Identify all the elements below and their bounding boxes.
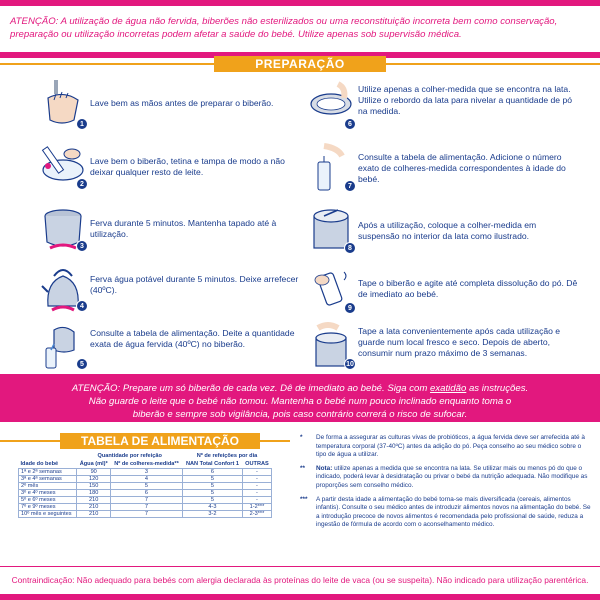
- step-4: [40, 262, 310, 316]
- table-group-portion: Quantidade por refeição: [97, 453, 162, 459]
- step-5: [40, 320, 310, 374]
- cell-nan: 5: [183, 476, 243, 483]
- cell-scoops: 5: [110, 483, 182, 490]
- cell-water: 90: [77, 469, 111, 476]
- top-warning-text: ATENÇÃO: A utilização de água não fervida, biberões não esterilizados ou uma reconstituição incorreta bem como conservação, preparação ou utilização incorretas podem afetar a saúde do bebé. Utilize apenas sob supervisão médica.: [10, 16, 558, 40]
- step-8-text: Após a utilização, coloque a colher-medida em suspensão no interior da lata como ilustrado.: [358, 220, 537, 241]
- preparation-header: [0, 56, 600, 72]
- step-4-number: 4: [76, 300, 88, 312]
- middle-warning-line-1: [0, 382, 600, 395]
- cell-scoops: 3: [110, 469, 182, 476]
- step-3: [40, 202, 310, 256]
- cell-age: 10º mês e seguintes: [19, 511, 77, 518]
- step-8: [308, 204, 588, 258]
- table-row: [19, 483, 272, 490]
- cell-water: 210: [77, 511, 111, 518]
- col-nan: NAN Total Confort 1: [183, 460, 243, 469]
- top-warning: [0, 0, 600, 54]
- table-row: [19, 490, 272, 497]
- step-7-text: Consulte a tabela de alimentação. Adicione o número exato de colheres-medida correspondentes à idade do bebé.: [358, 152, 566, 184]
- cell-scoops: 7: [110, 511, 182, 518]
- notes-section: [300, 434, 592, 535]
- note-2: [300, 465, 592, 491]
- step-1: [40, 80, 310, 134]
- cell-age: 1ª e 2ª semanas: [19, 469, 77, 476]
- cell-scoops: 4: [110, 476, 182, 483]
- cell-age: 2º mês: [19, 483, 77, 490]
- cell-age: 3ª e 4ª semanas: [19, 476, 77, 483]
- table-row: [19, 511, 272, 518]
- cell-nan: 5: [183, 483, 243, 490]
- cell-other: -: [242, 483, 271, 490]
- middle-warning-line-3: biberão e sempre sob vigilância, pois caso contrário correrá o risco de sufocar.: [132, 409, 468, 420]
- step-5-number: 5: [76, 358, 88, 370]
- step-2: [40, 140, 310, 194]
- step-8-number: 8: [344, 242, 356, 254]
- step-7-number: 7: [344, 180, 356, 192]
- step-6-text: Utilize apenas a colher-medida que se encontra na lata. Utilize o rebordo da lata para nivelar a quantidade de pó na medida.: [358, 84, 573, 116]
- note-1: [300, 434, 592, 460]
- cell-other: -: [242, 469, 271, 476]
- step-10-text: Tape a lata convenientemente após cada utilização e guarde num local fresco e seco. Depois de aberto, consumir num prazo máximo de 3 semanas.: [358, 326, 561, 358]
- cell-water: 120: [77, 476, 111, 483]
- cell-nan: 3-2: [183, 511, 243, 518]
- step-3-text: Ferva durante 5 minutos. Mantenha tapado até à utilização.: [90, 218, 277, 239]
- cell-age: 5º e 6º meses: [19, 497, 77, 504]
- feeding-table: [18, 452, 272, 518]
- col-scoops: Nº de colheres-medida**: [110, 460, 182, 469]
- cell-nan: 4-3: [183, 504, 243, 511]
- middle-warning-line-1a: ATENÇÃO: Prepare um só biberão de cada vez. Dê de imediato ao bebé. Siga com: [71, 383, 431, 394]
- middle-warning-underlined: exatidão: [430, 383, 467, 394]
- middle-warning-line-2: Não guarde o leite que o bebé não tomou. Mantenha o bebé num pouco inclinado enquanto toma o: [88, 396, 512, 407]
- table-row: [19, 476, 272, 483]
- cell-other: 2-3***: [242, 511, 271, 518]
- cell-other: -: [242, 497, 271, 504]
- step-2-text: Lave bem o biberão, tetina e tampa de modo a não deixar qualquer resto de leite.: [90, 156, 285, 177]
- step-6: [308, 80, 588, 134]
- middle-warning-line-1b: as instruções.: [466, 383, 529, 394]
- step-9-number: 9: [344, 302, 356, 314]
- contraindication-footer: [0, 566, 600, 600]
- cell-other: -: [242, 490, 271, 497]
- step-3-number: 3: [76, 240, 88, 252]
- step-10: [308, 320, 588, 374]
- col-water: Água (ml)*: [77, 460, 111, 469]
- cell-other: -: [242, 476, 271, 483]
- note-3-text: A partir desta idade a alimentação do bebé torna-se mais diversificada (cereais, alimentos infantis). Consulte o seu médico antes de introduzir alimentos novos na alimentação do bebé. Se a introdução precoce de novos alimentos é recomendada pelo profissional de saúde, reduza a ingestão de fórmula de acordo com o aconselhamento médico.: [316, 495, 591, 529]
- cell-nan: 6: [183, 469, 243, 476]
- note-2-mark: **: [300, 464, 305, 472]
- table-group-meals: Nº de refeições por dia: [196, 453, 258, 459]
- middle-warning: [0, 374, 600, 422]
- table-row: [19, 497, 272, 504]
- col-age: Idade do bebé: [19, 460, 77, 469]
- step-5-text: Consulte a tabela de alimentação. Deite a quantidade exata de água fervida (40ºC) no biberão.: [90, 328, 295, 349]
- step-7: [308, 142, 588, 196]
- preparation-title: PREPARAÇÃO: [214, 56, 386, 72]
- cell-scoops: 6: [110, 490, 182, 497]
- cell-water: 210: [77, 497, 111, 504]
- cell-age: 7º e 9º meses: [19, 504, 77, 511]
- cell-scoops: 7: [110, 504, 182, 511]
- step-10-number: 10: [344, 358, 356, 370]
- note-3-mark: ***: [300, 495, 308, 503]
- step-2-number: 2: [76, 178, 88, 190]
- cell-nan: 5: [183, 497, 243, 504]
- cell-water: 150: [77, 483, 111, 490]
- feeding-table-title: TABELA DE ALIMENTAÇÃO: [60, 433, 260, 449]
- step-1-number: 1: [76, 118, 88, 130]
- note-1-mark: *: [300, 434, 303, 441]
- note-2-lead: Nota:: [316, 464, 333, 472]
- col-other: OUTRAS: [242, 460, 271, 469]
- step-4-text: Ferva água potável durante 5 minutos. Deixe arrefecer (40ºC).: [90, 274, 299, 295]
- step-6-number: 6: [344, 118, 356, 130]
- step-1-text: Lave bem as mãos antes de preparar o biberão.: [90, 98, 274, 108]
- cell-water: 210: [77, 504, 111, 511]
- note-2-text: utilize apenas a medida que se encontra na lata. Se utilizar mais ou menos pó do que o indicado, poderá levar à desidratação ou privar o bebé da nutrição adequada. Não modifique as proporções sem conselho médico.: [316, 464, 588, 489]
- step-9-text: Tape o biberão e agite até completa dissolução do pó. Dê de imediato ao bebé.: [358, 278, 578, 299]
- step-9: [308, 264, 588, 318]
- contraindication-text: Contraindicação: Não adequado para bebés com alergia declarada às proteínas do leite de vaca (ou se suspeita). Não indicado para utilização parentérica.: [11, 575, 589, 585]
- table-row: [19, 469, 272, 476]
- cell-water: 180: [77, 490, 111, 497]
- cell-scoops: 7: [110, 497, 182, 504]
- cell-nan: 5: [183, 490, 243, 497]
- cell-other: 1-2***: [242, 504, 271, 511]
- table-row: [19, 504, 272, 511]
- table-blank: [19, 452, 77, 460]
- note-1-text: De forma a assegurar as culturas vivas de probióticos, a água fervida deve ser arrefecida até à temperatura corporal (37-40ºC) antes da adição do pó. Peça conselho ao seu médico sobre o tipo de água a utilizar.: [316, 434, 585, 459]
- cell-age: 3º e 4º meses: [19, 490, 77, 497]
- note-3: [300, 496, 592, 530]
